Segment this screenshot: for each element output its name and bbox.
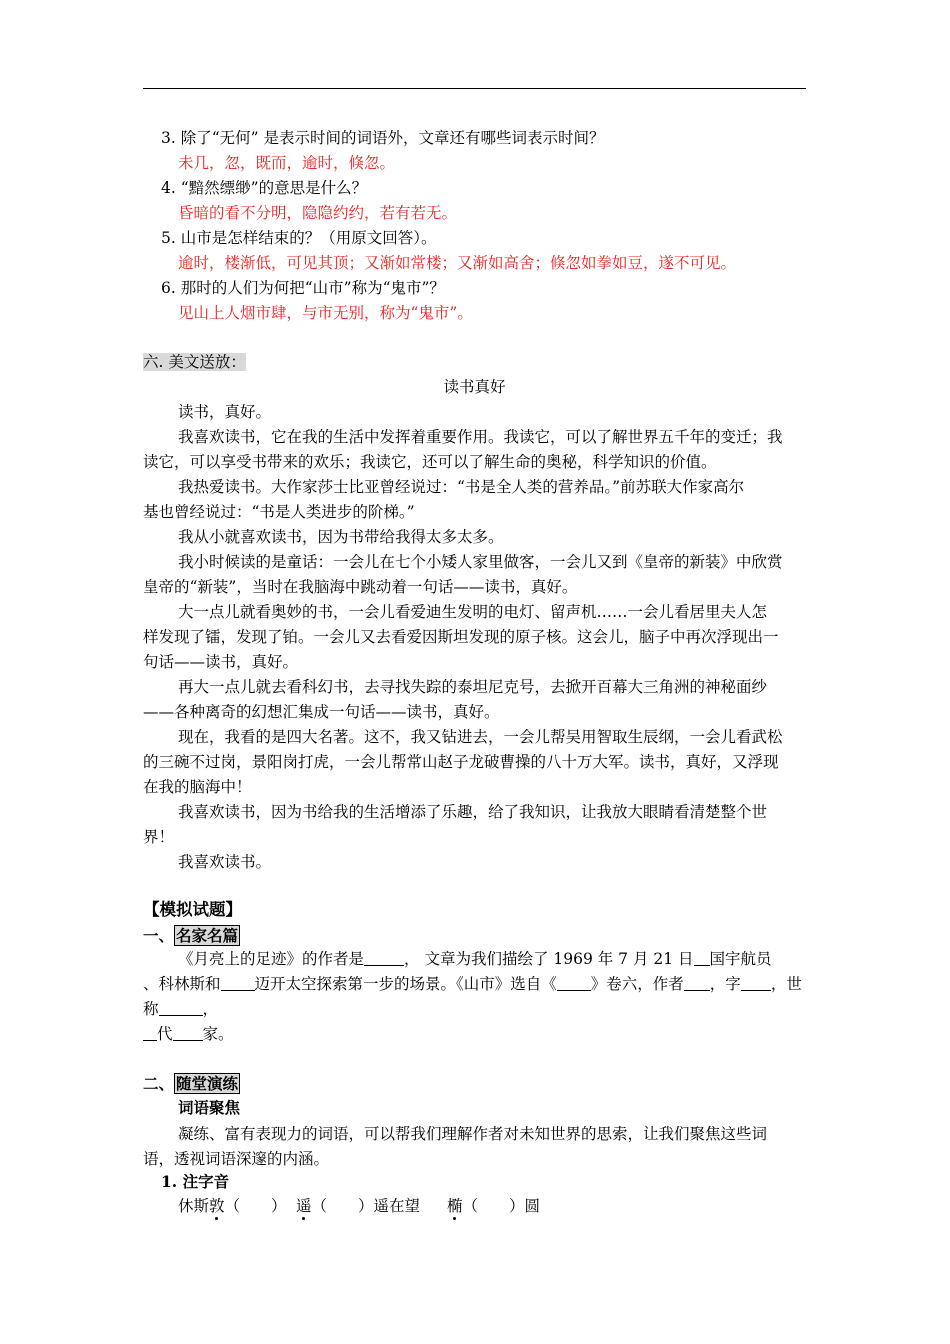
header-rule	[143, 88, 806, 89]
sub-heading: 词语聚焦	[178, 1098, 241, 1117]
section6-heading: 六. 美文送放：	[143, 353, 246, 371]
answer-6: 见山上人烟市肆，与市无别，称为“鬼市”。	[178, 304, 473, 322]
pinyin-item-3: 椭（ ）圆	[447, 1197, 541, 1215]
fill-line-3: 称 ，	[143, 1000, 219, 1018]
dotted-character: 遥	[296, 1197, 312, 1215]
blank-courtesy-name[interactable]	[741, 975, 771, 991]
mock-heading: 【模拟试题】	[143, 900, 242, 919]
article-line: 的三碗不过岗，景阳岗打虎，一会儿帮常山赵子龙破曹操的八十万大军。读书，真好，又浮现	[143, 753, 779, 771]
question-6: 6. 那时的人们为何把“山市”称为“鬼市”？	[161, 279, 445, 297]
blank-dynasty[interactable]	[143, 1025, 157, 1041]
article-line: 现在，我看的是四大名著。这不，我又钻进去，一会儿帮吴用智取生辰纲，一会儿看武松	[178, 728, 783, 746]
question-4: 4. “黯然缥缈”的意思是什么？	[161, 179, 368, 197]
blank-author[interactable]	[364, 950, 404, 966]
article-line: 我喜欢读书，它在我的生活中发挥着重要作用。我读它，可以了解世界五千年的变迁；我	[178, 428, 783, 446]
article-line: 读书，真好。	[178, 403, 272, 421]
article-line: 界！	[143, 828, 175, 846]
article-line: 在我的脑海中！	[143, 778, 252, 796]
intro-line-1: 凝练、富有表现力的词语，可以帮我们理解作者对未知世界的思索，让我们聚焦这些词	[178, 1125, 768, 1143]
article-line: 我喜欢读书，因为书给我的生活增添了乐趣，给了我知识，让我放大眼睛看清楚整个世	[178, 803, 768, 821]
article-line: 读它，可以享受书带来的欢乐；我读它，还可以了解生命的奥秘，科学知识的价值。	[143, 453, 717, 471]
article-line: 句话——读书，真好。	[143, 653, 299, 671]
blank-title[interactable]	[159, 1000, 203, 1016]
blank-genre[interactable]	[173, 1025, 203, 1041]
blank-astronaut[interactable]	[221, 975, 255, 991]
blank-writer[interactable]	[684, 975, 710, 991]
part2-heading	[143, 1074, 240, 1094]
answer-5: 逾时，楼渐低，可见其顶；又渐如常楼；又渐如高舍；倏忽如拳如豆，遂不可见。	[178, 254, 737, 272]
fill-line-4: 代 家。	[143, 1024, 234, 1044]
part2-label: 随堂演练	[176, 1074, 239, 1093]
question-5: 5. 山市是怎样结束的？（用原文回答）。	[161, 229, 437, 247]
article-line: 我小时候读的是童话：一会儿在七个小矮人家里做客，一会儿又到《皇帝的新装》中欣赏	[178, 553, 783, 571]
fill-line-2: 、科林斯和 迈开太空探索第一步的场景。《山市》选自《 》卷六，作者 ，字 ，世	[143, 975, 802, 993]
part1-label: 名家名篇	[176, 926, 239, 945]
part2-number: 二、	[143, 1074, 175, 1093]
article-title: 读书真好	[443, 378, 506, 396]
answer-3: 未几，忽，既而，逾时，倏忽。	[178, 154, 396, 172]
answer-4: 昏暗的看不分明，隐隐约约，若有若无。	[178, 204, 458, 222]
article-line: 基也曾经说过：“书是人类进步的阶梯。”	[143, 503, 415, 521]
article-line: ——各种离奇的幻想汇集成一句话——读书，真好。	[143, 703, 500, 721]
article-line: 皇帝的“新装”，当时在我脑海中跳动着一句话——读书，真好。	[143, 578, 578, 596]
question-3: 3. 除了“无何” 是表示时间的词语外，文章还有哪些词表示时间？	[161, 129, 605, 147]
blank-source-book[interactable]	[557, 975, 591, 991]
article-line: 样发现了镭，发现了铂。一会儿又去看爱因斯坦发现的原子核。这会儿，脑子中再次浮现出一	[143, 628, 779, 646]
intro-line-2: 语，透视词语深邃的内涵。	[143, 1150, 330, 1168]
article-line: 我热爱读书。大作家莎士比亚曾经说过：“书是全人类的营养品。”前苏联大作家高尔	[178, 478, 745, 496]
dotted-character: 椭	[447, 1197, 463, 1215]
part1-number: 一、	[143, 926, 175, 945]
pinyin-heading: 1. 注字音	[161, 1172, 230, 1191]
article-line: 大一点儿就看奥妙的书，一会儿看爱迪生发明的电灯、留声机……一会儿看居里夫人怎	[178, 603, 768, 621]
dotted-character: 敦	[209, 1197, 225, 1215]
article-line: 我从小就喜欢读书，因为书带给我得太多太多。	[178, 528, 504, 546]
pinyin-item-1: 休斯敦（ ）	[178, 1197, 287, 1215]
article-line: 我喜欢读书。	[178, 853, 272, 871]
fill-line-1: 《月亮上的足迹》的作者是 ， 文章为我们描绘了 1969 年 7 月 21 日 国宇航员	[178, 950, 772, 968]
article-line: 再大一点儿就去看科幻书，去寻找失踪的泰坦尼克号，去掀开百幕大三角洲的神秘面纱	[178, 678, 768, 696]
pinyin-item-2: 遥（ ）遥在望	[296, 1197, 421, 1215]
blank-country[interactable]	[694, 950, 710, 966]
part1-heading	[143, 926, 240, 946]
